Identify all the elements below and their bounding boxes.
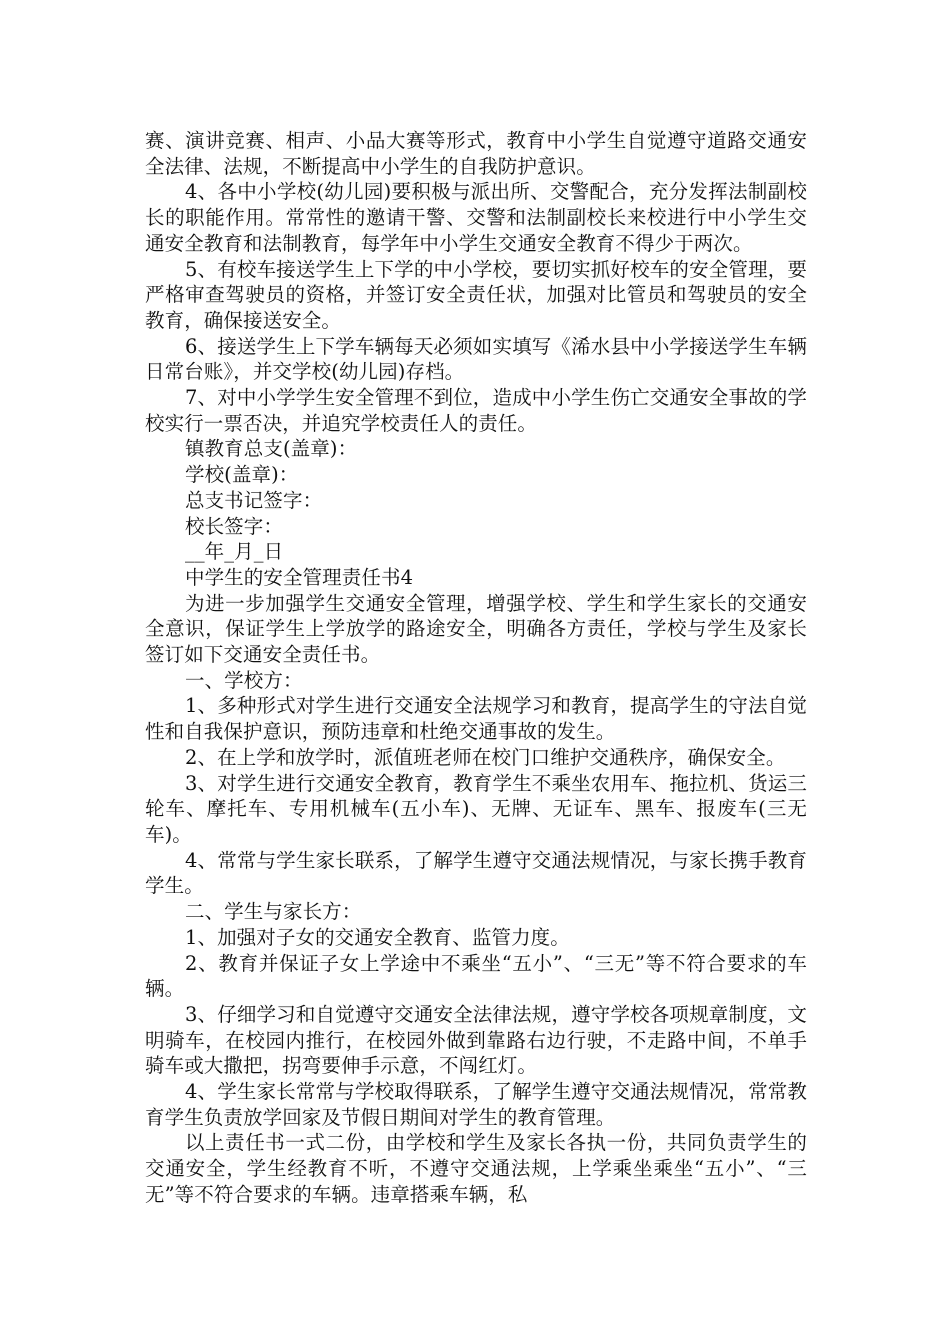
section-title: 中学生的安全管理责任书4 xyxy=(184,565,414,589)
heading-school-side: 一、学校方： xyxy=(184,668,303,692)
paragraph-3: 5、有校车接送学生上下学的中小学校，要切实抓好校车的安全管理，要严格审查驾驶员的资格，并签订安全责任状，加强对比管员和驾驶员的安全教育，确保接送安全。 xyxy=(145,257,807,332)
heading-parent-side: 二、学生与家长方： xyxy=(184,900,362,924)
school-item-2: 2、在上学和放学时，派值班老师在校门口维护交通秩序，确保安全。 xyxy=(184,745,786,769)
signature-line-education-office: 镇教育总支(盖章)： xyxy=(184,437,358,461)
signature-line-principal: 校长签字： xyxy=(184,514,283,538)
parent-item-3: 3、仔细学习和自觉遵守交通安全法律法规，遵守学校各项规章制度，文明骑车，在校园内推行，在校园外做到靠路右边行驶，不走路中间，不单手骑车或大撒把，拐弯要伸手示意，不闯红灯。 xyxy=(145,1002,807,1078)
closing-paragraph: 以上责任书一式二份，由学校和学生及家长各执一份，共同负责学生的交通安全，学生经教育不听，不遵守交通法规，上学乘坐乘坐“五小”、“三无”等不符合要求的车辆。违章搭乘车辆，私 xyxy=(145,1131,807,1206)
signature-line-school: 学校(盖章)： xyxy=(184,463,299,487)
paragraph-5: 7、对中小学学生安全管理不到位，造成中小学生伤亡交通安全事故的学校实行一票否决，并追究学校责任人的责任。 xyxy=(145,386,807,435)
school-item-1: 1、多种形式对学生进行交通安全法规学习和教育，提高学生的守法自觉性和自我保护意识，预防违章和杜绝交通事故的发生。 xyxy=(145,694,807,744)
paragraph-1: 赛、演讲竞赛、相声、小品大赛等形式，教育中小学生自觉遵守道路交通安全法律、法规，不断提高中小学生的自我防护意识。 xyxy=(145,129,807,178)
date-line: __年_月_日 xyxy=(184,540,284,564)
school-item-3: 3、对学生进行交通安全教育，教育学生不乘坐农用车、拖拉机、货运三轮车、摩托车、专用机械车(五小车)、无牌、无证车、黑车、报废车(三无车)。 xyxy=(145,771,807,846)
paragraph-2: 4、各中小学校(幼儿园)要积极与派出所、交警配合，充分发挥法制副校长的职能作用。常常性的邀请干警、交警和法制副校长来校进行中小学生交通安全教育和法制教育，每学年中小学生交通安全教育不得少于两次。 xyxy=(145,180,807,255)
signature-line-secretary: 总支书记签字： xyxy=(184,488,323,512)
document-body xyxy=(145,128,807,1208)
parent-item-4: 4、学生家长常常与学校取得联系，了解学生遵守交通法规情况，常常教育学生负责放学回家及节假日期间对学生的教育管理。 xyxy=(145,1080,807,1129)
school-item-4: 4、常常与学生家长联系，了解学生遵守交通法规情况，与家长携手教育学生。 xyxy=(145,848,807,898)
parent-item-2: 2、教育并保证子女上学途中不乘坐“五小”、“三无”等不符合要求的车辆。 xyxy=(145,951,807,1001)
parent-item-1: 1、加强对子女的交通安全教育、监管力度。 xyxy=(184,925,570,949)
paragraph-intro: 为进一步加强学生交通安全管理，增强学校、学生和学生家长的交通安全意识，保证学生上学放学的路途安全，明确各方责任，学校与学生及家长签订如下交通安全责任书。 xyxy=(145,591,807,667)
paragraph-4: 6、接送学生上下学车辆每天必须如实填写《浠水县中小学接送学生车辆日常台账》，并交学校(幼儿园)存档。 xyxy=(145,334,807,384)
